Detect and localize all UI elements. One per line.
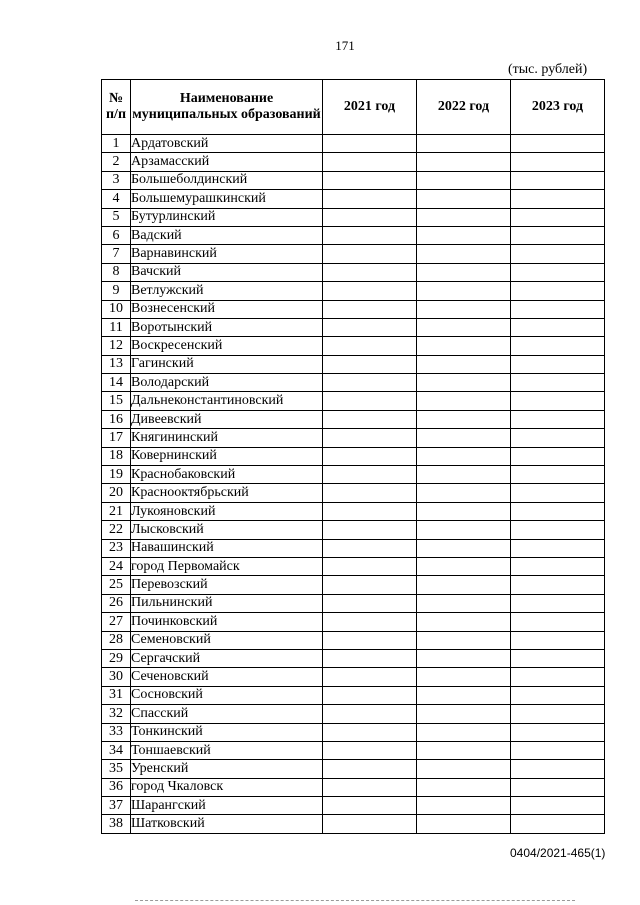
row-number: 11 bbox=[102, 318, 131, 336]
header-num: № п/п bbox=[102, 80, 131, 135]
value-2021 bbox=[323, 502, 417, 520]
municipality-name: Починковский bbox=[131, 613, 323, 631]
table-row bbox=[102, 576, 605, 594]
row-number: 15 bbox=[102, 392, 131, 410]
table-row bbox=[102, 797, 605, 815]
footer-rule bbox=[135, 900, 575, 901]
table-row bbox=[102, 245, 605, 263]
value-2022 bbox=[417, 410, 511, 428]
table-row bbox=[102, 263, 605, 281]
value-2023 bbox=[511, 392, 605, 410]
municipality-name: Ардатовский bbox=[131, 135, 323, 153]
value-2023 bbox=[511, 447, 605, 465]
value-2021 bbox=[323, 631, 417, 649]
municipality-name: Шарангский bbox=[131, 797, 323, 815]
row-number: 14 bbox=[102, 374, 131, 392]
value-2023 bbox=[511, 208, 605, 226]
municipality-name: Большеболдинский bbox=[131, 171, 323, 189]
value-2021 bbox=[323, 815, 417, 833]
row-number: 20 bbox=[102, 484, 131, 502]
value-2023 bbox=[511, 171, 605, 189]
value-2021 bbox=[323, 300, 417, 318]
table-row bbox=[102, 539, 605, 557]
header-2021: 2021 год bbox=[323, 80, 417, 135]
value-2023 bbox=[511, 741, 605, 759]
value-2022 bbox=[417, 245, 511, 263]
value-2023 bbox=[511, 815, 605, 833]
row-number: 29 bbox=[102, 649, 131, 667]
row-number: 4 bbox=[102, 190, 131, 208]
municipality-name: Краснооктябрьский bbox=[131, 484, 323, 502]
row-number: 38 bbox=[102, 815, 131, 833]
value-2023 bbox=[511, 153, 605, 171]
row-number: 17 bbox=[102, 429, 131, 447]
value-2021 bbox=[323, 245, 417, 263]
value-2023 bbox=[511, 502, 605, 520]
row-number: 26 bbox=[102, 594, 131, 612]
table-row bbox=[102, 778, 605, 796]
municipality-name: Вачский bbox=[131, 263, 323, 281]
value-2023 bbox=[511, 576, 605, 594]
table-row bbox=[102, 502, 605, 520]
value-2023 bbox=[511, 631, 605, 649]
value-2023 bbox=[511, 686, 605, 704]
value-2021 bbox=[323, 797, 417, 815]
municipality-name: Вознесенский bbox=[131, 300, 323, 318]
value-2022 bbox=[417, 797, 511, 815]
value-2022 bbox=[417, 705, 511, 723]
value-2023 bbox=[511, 282, 605, 300]
table-row bbox=[102, 686, 605, 704]
value-2022 bbox=[417, 374, 511, 392]
row-number: 7 bbox=[102, 245, 131, 263]
table-row bbox=[102, 631, 605, 649]
municipality-name: Тоншаевский bbox=[131, 741, 323, 759]
municipality-name: Лысковский bbox=[131, 521, 323, 539]
table-row bbox=[102, 300, 605, 318]
value-2021 bbox=[323, 190, 417, 208]
municipality-name: Бутурлинский bbox=[131, 208, 323, 226]
value-2022 bbox=[417, 337, 511, 355]
value-2022 bbox=[417, 466, 511, 484]
municipality-name: город Первомайск bbox=[131, 557, 323, 575]
table-row bbox=[102, 613, 605, 631]
table-row bbox=[102, 741, 605, 759]
value-2022 bbox=[417, 502, 511, 520]
page-number: 171 bbox=[335, 38, 355, 53]
municipality-name: Навашинский bbox=[131, 539, 323, 557]
value-2021 bbox=[323, 686, 417, 704]
table-row bbox=[102, 410, 605, 428]
municipality-name: Уренский bbox=[131, 760, 323, 778]
table-row bbox=[102, 135, 605, 153]
value-2023 bbox=[511, 594, 605, 612]
row-number: 33 bbox=[102, 723, 131, 741]
row-number: 3 bbox=[102, 171, 131, 189]
value-2023 bbox=[511, 355, 605, 373]
municipality-name: Сергачский bbox=[131, 649, 323, 667]
municipality-name: Воскресенский bbox=[131, 337, 323, 355]
value-2023 bbox=[511, 263, 605, 281]
header-name: Наименование муниципальных образований bbox=[131, 80, 323, 135]
value-2022 bbox=[417, 226, 511, 244]
value-2021 bbox=[323, 447, 417, 465]
value-2021 bbox=[323, 557, 417, 575]
municipality-name: Вадский bbox=[131, 226, 323, 244]
table-header-row bbox=[102, 80, 605, 135]
value-2021 bbox=[323, 705, 417, 723]
value-2022 bbox=[417, 631, 511, 649]
value-2021 bbox=[323, 668, 417, 686]
value-2023 bbox=[511, 705, 605, 723]
value-2021 bbox=[323, 760, 417, 778]
value-2022 bbox=[417, 815, 511, 833]
row-number: 6 bbox=[102, 226, 131, 244]
municipality-name: город Чкаловск bbox=[131, 778, 323, 796]
value-2021 bbox=[323, 374, 417, 392]
value-2021 bbox=[323, 282, 417, 300]
municipality-name: Тонкинский bbox=[131, 723, 323, 741]
value-2021 bbox=[323, 466, 417, 484]
value-2023 bbox=[511, 778, 605, 796]
value-2021 bbox=[323, 778, 417, 796]
value-2023 bbox=[511, 245, 605, 263]
value-2022 bbox=[417, 594, 511, 612]
row-number: 5 bbox=[102, 208, 131, 226]
row-number: 13 bbox=[102, 355, 131, 373]
table-row bbox=[102, 705, 605, 723]
table-row bbox=[102, 557, 605, 575]
value-2021 bbox=[323, 649, 417, 667]
value-2022 bbox=[417, 282, 511, 300]
value-2022 bbox=[417, 686, 511, 704]
table-row bbox=[102, 429, 605, 447]
value-2023 bbox=[511, 300, 605, 318]
value-2022 bbox=[417, 190, 511, 208]
value-2023 bbox=[511, 797, 605, 815]
municipality-name: Пильнинский bbox=[131, 594, 323, 612]
value-2023 bbox=[511, 539, 605, 557]
value-2023 bbox=[511, 226, 605, 244]
value-2021 bbox=[323, 135, 417, 153]
municipality-name: Гагинский bbox=[131, 355, 323, 373]
value-2023 bbox=[511, 466, 605, 484]
table-row bbox=[102, 723, 605, 741]
row-number: 27 bbox=[102, 613, 131, 631]
value-2022 bbox=[417, 484, 511, 502]
value-2023 bbox=[511, 190, 605, 208]
value-2022 bbox=[417, 318, 511, 336]
table-row bbox=[102, 337, 605, 355]
municipality-name: Семеновский bbox=[131, 631, 323, 649]
value-2022 bbox=[417, 208, 511, 226]
row-number: 32 bbox=[102, 705, 131, 723]
row-number: 34 bbox=[102, 741, 131, 759]
municipality-name: Арзамасский bbox=[131, 153, 323, 171]
row-number: 8 bbox=[102, 263, 131, 281]
value-2021 bbox=[323, 208, 417, 226]
table-row bbox=[102, 282, 605, 300]
value-2022 bbox=[417, 723, 511, 741]
table-row bbox=[102, 668, 605, 686]
value-2021 bbox=[323, 318, 417, 336]
row-number: 1 bbox=[102, 135, 131, 153]
row-number: 9 bbox=[102, 282, 131, 300]
value-2023 bbox=[511, 135, 605, 153]
value-2023 bbox=[511, 649, 605, 667]
row-number: 22 bbox=[102, 521, 131, 539]
header-2022: 2022 год bbox=[417, 80, 511, 135]
municipality-name: Воротынский bbox=[131, 318, 323, 336]
value-2021 bbox=[323, 429, 417, 447]
value-2022 bbox=[417, 135, 511, 153]
value-2022 bbox=[417, 576, 511, 594]
table-row bbox=[102, 355, 605, 373]
value-2022 bbox=[417, 392, 511, 410]
municipality-name: Ветлужский bbox=[131, 282, 323, 300]
municipality-name: Перевозский bbox=[131, 576, 323, 594]
row-number: 30 bbox=[102, 668, 131, 686]
value-2022 bbox=[417, 171, 511, 189]
value-2021 bbox=[323, 410, 417, 428]
value-2021 bbox=[323, 355, 417, 373]
row-number: 19 bbox=[102, 466, 131, 484]
municipality-name: Большемурашкинский bbox=[131, 190, 323, 208]
value-2021 bbox=[323, 226, 417, 244]
municipality-name: Дальнеконстантиновский bbox=[131, 392, 323, 410]
row-number: 25 bbox=[102, 576, 131, 594]
value-2023 bbox=[511, 410, 605, 428]
value-2021 bbox=[323, 484, 417, 502]
municipality-name: Ковернинский bbox=[131, 447, 323, 465]
value-2022 bbox=[417, 521, 511, 539]
municipality-name: Шатковский bbox=[131, 815, 323, 833]
value-2022 bbox=[417, 613, 511, 631]
units-label: (тыс. рублей) bbox=[508, 62, 588, 77]
municipality-name: Сеченовский bbox=[131, 668, 323, 686]
row-number: 35 bbox=[102, 760, 131, 778]
value-2023 bbox=[511, 557, 605, 575]
municipality-name: Дивеевский bbox=[131, 410, 323, 428]
row-number: 18 bbox=[102, 447, 131, 465]
header-2023: 2023 год bbox=[511, 80, 605, 135]
value-2023 bbox=[511, 484, 605, 502]
value-2023 bbox=[511, 337, 605, 355]
value-2022 bbox=[417, 447, 511, 465]
value-2021 bbox=[323, 613, 417, 631]
municipalities-table bbox=[101, 79, 605, 834]
table-row bbox=[102, 649, 605, 667]
value-2021 bbox=[323, 521, 417, 539]
table-row bbox=[102, 226, 605, 244]
value-2022 bbox=[417, 539, 511, 557]
value-2023 bbox=[511, 318, 605, 336]
municipality-name: Володарский bbox=[131, 374, 323, 392]
value-2023 bbox=[511, 613, 605, 631]
municipality-name: Сосновский bbox=[131, 686, 323, 704]
table-row bbox=[102, 484, 605, 502]
value-2022 bbox=[417, 668, 511, 686]
value-2022 bbox=[417, 741, 511, 759]
value-2021 bbox=[323, 594, 417, 612]
table-row bbox=[102, 190, 605, 208]
row-number: 24 bbox=[102, 557, 131, 575]
value-2022 bbox=[417, 263, 511, 281]
table-row bbox=[102, 392, 605, 410]
table-row bbox=[102, 760, 605, 778]
value-2022 bbox=[417, 355, 511, 373]
table-row bbox=[102, 594, 605, 612]
value-2022 bbox=[417, 778, 511, 796]
table-row bbox=[102, 466, 605, 484]
value-2022 bbox=[417, 760, 511, 778]
municipality-name: Краснобаковский bbox=[131, 466, 323, 484]
row-number: 23 bbox=[102, 539, 131, 557]
table-row bbox=[102, 374, 605, 392]
table-row bbox=[102, 521, 605, 539]
value-2022 bbox=[417, 557, 511, 575]
value-2022 bbox=[417, 300, 511, 318]
value-2021 bbox=[323, 337, 417, 355]
row-number: 28 bbox=[102, 631, 131, 649]
value-2023 bbox=[511, 760, 605, 778]
value-2021 bbox=[323, 576, 417, 594]
document-code: 0404/2021-465(1) bbox=[510, 846, 606, 860]
table-row bbox=[102, 447, 605, 465]
table-row bbox=[102, 208, 605, 226]
table-row bbox=[102, 153, 605, 171]
value-2023 bbox=[511, 521, 605, 539]
municipality-name: Лукояновский bbox=[131, 502, 323, 520]
row-number: 10 bbox=[102, 300, 131, 318]
value-2023 bbox=[511, 668, 605, 686]
value-2021 bbox=[323, 263, 417, 281]
table-row bbox=[102, 171, 605, 189]
row-number: 21 bbox=[102, 502, 131, 520]
row-number: 31 bbox=[102, 686, 131, 704]
value-2021 bbox=[323, 539, 417, 557]
row-number: 37 bbox=[102, 797, 131, 815]
value-2022 bbox=[417, 649, 511, 667]
value-2021 bbox=[323, 392, 417, 410]
value-2022 bbox=[417, 153, 511, 171]
row-number: 16 bbox=[102, 410, 131, 428]
row-number: 12 bbox=[102, 337, 131, 355]
municipality-name: Княгининский bbox=[131, 429, 323, 447]
value-2023 bbox=[511, 374, 605, 392]
table-row bbox=[102, 318, 605, 336]
municipality-name: Варнавинский bbox=[131, 245, 323, 263]
value-2021 bbox=[323, 741, 417, 759]
value-2023 bbox=[511, 429, 605, 447]
table-row bbox=[102, 815, 605, 833]
value-2021 bbox=[323, 723, 417, 741]
value-2021 bbox=[323, 153, 417, 171]
value-2021 bbox=[323, 171, 417, 189]
row-number: 36 bbox=[102, 778, 131, 796]
value-2022 bbox=[417, 429, 511, 447]
value-2023 bbox=[511, 723, 605, 741]
municipality-name: Спасский bbox=[131, 705, 323, 723]
row-number: 2 bbox=[102, 153, 131, 171]
